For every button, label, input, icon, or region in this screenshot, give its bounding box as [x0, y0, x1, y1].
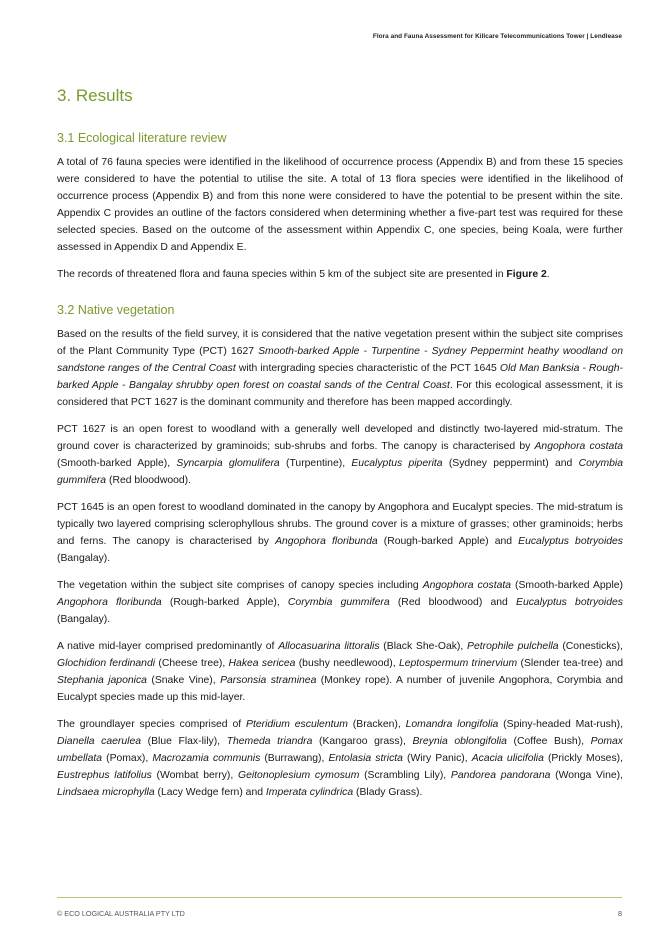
species-name: Eustrephus latifolius	[57, 770, 152, 781]
text-run: (Kangaroo grass),	[312, 736, 413, 747]
text-run: (Red bloodwood) and	[389, 597, 517, 608]
text-run: (Smooth-barked Apple),	[57, 458, 177, 469]
body-paragraph	[57, 266, 623, 283]
text-run: (Pomax),	[102, 753, 153, 764]
species-name: Parsonsia straminea	[220, 675, 317, 686]
species-name: Pteridium esculentum	[246, 719, 348, 730]
text-run: The vegetation within the subject site comprises of canopy species including	[57, 580, 423, 591]
body-paragraph	[57, 716, 623, 801]
text-run: (Burrawang),	[260, 753, 329, 764]
figure-reference: Figure 2	[506, 269, 547, 280]
text-run: (Blady Grass).	[353, 787, 423, 798]
subsection-title: 3.1 Ecological literature review	[57, 131, 227, 145]
text-run: (Blue Flax-lily),	[141, 736, 227, 747]
text-run: The records of threatened flora and fauna species within 5 km of the subject site are presented in	[57, 269, 507, 280]
species-name: Lindsaea microphylla	[57, 787, 155, 798]
species-name: Breynia oblongifolia	[412, 736, 507, 747]
species-name: Hakea sericea	[228, 658, 296, 669]
page-number: 8	[618, 909, 622, 918]
species-name: Angophora floribunda	[275, 536, 378, 547]
species-name: Angophora floribunda	[57, 597, 162, 608]
species-name: Syncarpia glomulifera	[176, 458, 280, 469]
text-run: (Lacy Wedge fern) and	[154, 787, 266, 798]
body-paragraph	[57, 154, 623, 256]
species-name: Petrophile pulchella	[467, 641, 559, 652]
species-name: Angophora costata	[534, 441, 623, 452]
text-run: (Wiry Panic),	[402, 753, 472, 764]
text-run: A total of 76 fauna species were identified in the likelihood of occurrence process (Appendix B) and from these 15 species were considered to have the potential to utilise the site. A total of 13 flora species were identified in the likelihood of occurrence process (Appendix B) and from this none were considered to have the potential to be present within the site. Appendix C provides an outline of the factors considered when determining whether a five-part test was required for these selected species. Based on the outcome of the assessment within Appendix C, one species, being Koala, were further assessed in Appendix D and Appendix E.	[57, 157, 623, 253]
text-run: (Sydney peppermint) and	[442, 458, 579, 469]
species-name: Themeda triandra	[226, 736, 313, 747]
body-paragraph	[57, 638, 623, 706]
footer-copyright: © ECO LOGICAL AUSTRALIA PTY LTD	[57, 909, 185, 918]
body-paragraph	[57, 499, 623, 567]
text-run: (Bangalay).	[57, 553, 111, 564]
page-content	[57, 84, 623, 819]
text-run: (Monkey rope). A number of juvenile Angophora, Corymbia and Eucalypt species made up this mid-layer.	[57, 675, 623, 703]
text-run: (Coffee Bush),	[506, 736, 591, 747]
body-paragraph	[57, 326, 623, 411]
subsection-title: 3.2 Native vegetation	[57, 303, 175, 317]
species-name: Geitonoplesium cymosum	[237, 770, 360, 781]
text-run: (Wombat berry),	[151, 770, 238, 781]
species-name: Allocasuarina littoralis	[278, 641, 380, 652]
text-run: PCT 1627 is an open forest to woodland with a generally well developed and distinctly two-layered mid-stratum. The ground cover is characterized by graminoids; sub-shrubs and forbs. The canopy is characterised by	[57, 424, 623, 452]
text-run: (Spiny-headed Mat-rush),	[498, 719, 623, 730]
species-name: Corymbia gummifera	[287, 597, 390, 608]
text-run: A native mid-layer comprised predominantly of	[57, 641, 279, 652]
text-run: (Scrambling Lily),	[359, 770, 451, 781]
species-name: Entolasia stricta	[328, 753, 403, 764]
text-run: Based on the results of the field survey, it is considered that the native vegetation present within the subject site comprises of the Plant Community Type (PCT) 1627	[57, 329, 623, 357]
text-run: (Conesticks),	[558, 641, 623, 652]
species-name: Stephania japonica	[57, 675, 147, 686]
species-name: Macrozamia communis	[152, 753, 261, 764]
text-run: (Snake Vine),	[146, 675, 221, 686]
body-paragraph	[57, 421, 623, 489]
text-run: .	[546, 269, 550, 280]
species-name: Pomax umbellata	[57, 736, 623, 764]
text-run: (Cheese tree),	[155, 658, 229, 669]
species-name: Corymbia gummifera	[57, 458, 624, 486]
species-name: Pandorea pandorana	[450, 770, 551, 781]
section-title: 3. Results	[57, 86, 133, 105]
text-run: The groundlayer species comprised of	[57, 719, 247, 730]
text-run: . For this ecological assessment, it is considered that PCT 1627 is the dominant community and therefore has been mapped accordingly.	[57, 380, 623, 408]
running-header: Flora and Fauna Assessment for Killcare Telecommunications Tower | Lendlease	[372, 33, 622, 40]
species-name: Angophora costata	[422, 580, 512, 591]
text-run: (Red bloodwood).	[106, 475, 191, 486]
species-name: Eucalyptus botryoides	[516, 597, 623, 608]
text-run: (Bracken),	[347, 719, 406, 730]
species-name: Imperata cylindrica	[265, 787, 354, 798]
species-name: Acacia ulicifolia	[471, 753, 544, 764]
text-run: (Black She-Oak),	[379, 641, 468, 652]
body-paragraph	[57, 577, 623, 628]
species-name: Leptospermum trinervium	[398, 658, 518, 669]
text-run: (Smooth-barked Apple)	[511, 580, 623, 591]
species-name: Eucalyptus piperita	[351, 458, 443, 469]
text-run: (Prickly Moses),	[543, 753, 623, 764]
text-run: (Rough-barked Apple) and	[377, 536, 519, 547]
text-run: (Turpentine),	[279, 458, 352, 469]
species-name: Dianella caerulea	[57, 736, 142, 747]
species-name: Old Man Banksia - Rough-barked Apple - Bangalay shrubby open forest on coastal sands of the Central Coast	[57, 363, 624, 391]
footer-divider	[57, 897, 622, 898]
text-run: (bushy needlewood),	[295, 658, 399, 669]
species-name: Lomandra longifolia	[405, 719, 499, 730]
species-name: Eucalyptus botryoides	[518, 536, 624, 547]
text-run: (Wonga Vine),	[550, 770, 623, 781]
text-run: (Bangalay).	[57, 614, 111, 625]
species-name: Glochidion ferdinandi	[57, 658, 156, 669]
subsections-container	[57, 129, 623, 801]
species-name: Smooth-barked Apple - Turpentine - Sydney Peppermint heathy woodland on sandstone ranges of the Central Coast	[57, 346, 623, 374]
text-run: (Rough-barked Apple),	[161, 597, 288, 608]
text-run: PCT 1645 is an open forest to woodland dominated in the canopy by Angophora and Eucalypt species. The mid-stratum is typically two layered comprising sclerophyllous shrubs. The ground cover is a mixture of grasses; other graminoids; herbs and ferns. The canopy is characterised by	[57, 502, 623, 547]
text-run: (Slender tea-tree) and	[517, 658, 624, 669]
text-run: with intergrading species characteristic of the PCT 1645	[235, 363, 500, 374]
